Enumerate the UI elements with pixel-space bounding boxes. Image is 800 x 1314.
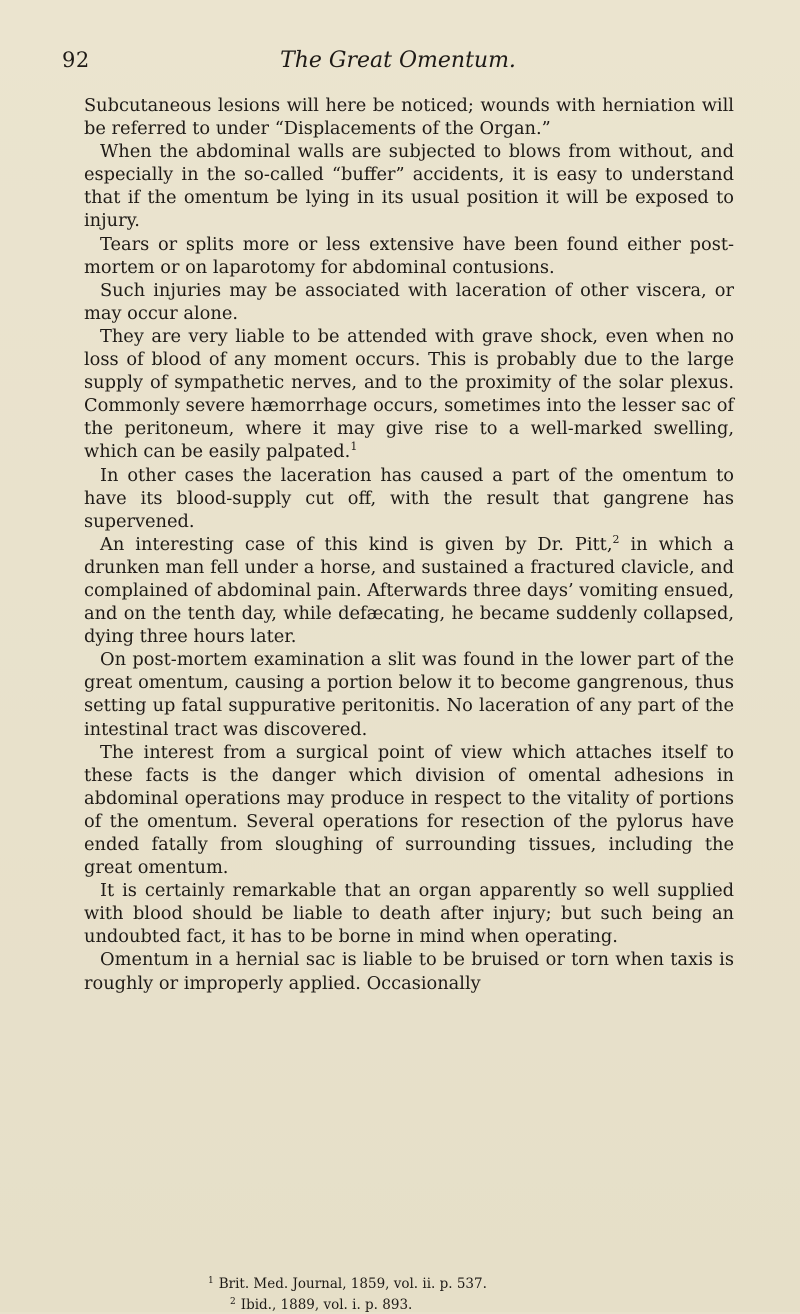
footnote	[84, 1293, 734, 1314]
footnote-reference: 1	[350, 440, 358, 454]
page-header	[62, 48, 734, 78]
footnotes	[84, 1272, 734, 1314]
paragraph: In other cases the laceration has caused a part of the omentum to have its blood-supply cut off, with the result that gangrene has supervened.	[84, 464, 734, 532]
paragraph: It is certainly remarkable that an organ apparently so well supplied with blood should be liable to death after injury; but such being an undoubted fact, it has to be borne in mind when operating.	[84, 880, 734, 948]
footnote-mark: 1	[208, 1276, 214, 1286]
body-text	[84, 94, 734, 995]
paragraph-text: They are very liable to be attended with grave shock, even when no loss of blood of any moment occurs. This is probably due to the large supply of sympathetic nerves, and to the proximity of the solar plexus. Commonly severe hæmorrhage occurs, sometimes into the lesser sac of the peritoneum, where it may give rise to a well-marked swelling, which can be easily palpated.	[84, 325, 734, 463]
running-title: The Great Omentum.	[280, 48, 516, 73]
paragraph: Tears or splits more or less extensive have been found either post-mortem or on laparotomy for abdominal contusions.	[84, 233, 734, 278]
paragraph: When the abdominal walls are subjected to blows from without, and especially in the so-called “buffer” accidents, it is easy to understand that if the omentum be lying in its usual position it will be exposed to injury.	[84, 141, 734, 232]
paragraph: Omentum in a hernial sac is liable to be bruised or torn when taxis is roughly or improperly applied. Occasionally	[84, 949, 734, 994]
footnote-text: Ibid., 1889, vol. i. p. 893.	[240, 1297, 413, 1313]
paragraph: Such injuries may be associated with laceration of other viscera, or may occur alone.	[84, 279, 734, 324]
paragraph	[84, 533, 734, 648]
paragraph: Subcutaneous lesions will here be noticed; wounds with herniation will be referred to under “Displacements of the Organ.”	[84, 95, 734, 140]
paragraph: The interest from a surgical point of view which attaches itself to these facts is the danger which division of omental adhesions in abdominal operations may produce in respect to the vitality of portions of the omentum. Several operations for resection of the pylorus have ended fatally from sloughing of surrounding tissues, including the great omentum.	[84, 741, 734, 879]
paragraph	[84, 325, 734, 464]
paragraph-text: in which a drunken man fell under a horse, and sustained a fractured clavicle, and complained of abdominal pain. Afterwards three days’ vomiting ensued, and on the tenth day, while defæcating, he became suddenly collapsed, dying three hours later.	[84, 533, 735, 648]
paragraph-text: An interesting case of this kind is given by Dr. Pitt,	[100, 533, 613, 555]
page-number: 92	[62, 48, 90, 72]
footnote	[84, 1272, 734, 1293]
footnote-text: Brit. Med. Journal, 1859, vol. ii. p. 537.	[218, 1276, 487, 1292]
footnote-reference: 2	[612, 532, 620, 546]
paragraph: On post-mortem examination a slit was found in the lower part of the great omentum, causing a portion below it to become gangrenous, thus setting up fatal suppurative peritonitis. No laceration of any part of the intestinal tract was discovered.	[84, 649, 734, 740]
footnote-mark: 2	[230, 1297, 236, 1307]
